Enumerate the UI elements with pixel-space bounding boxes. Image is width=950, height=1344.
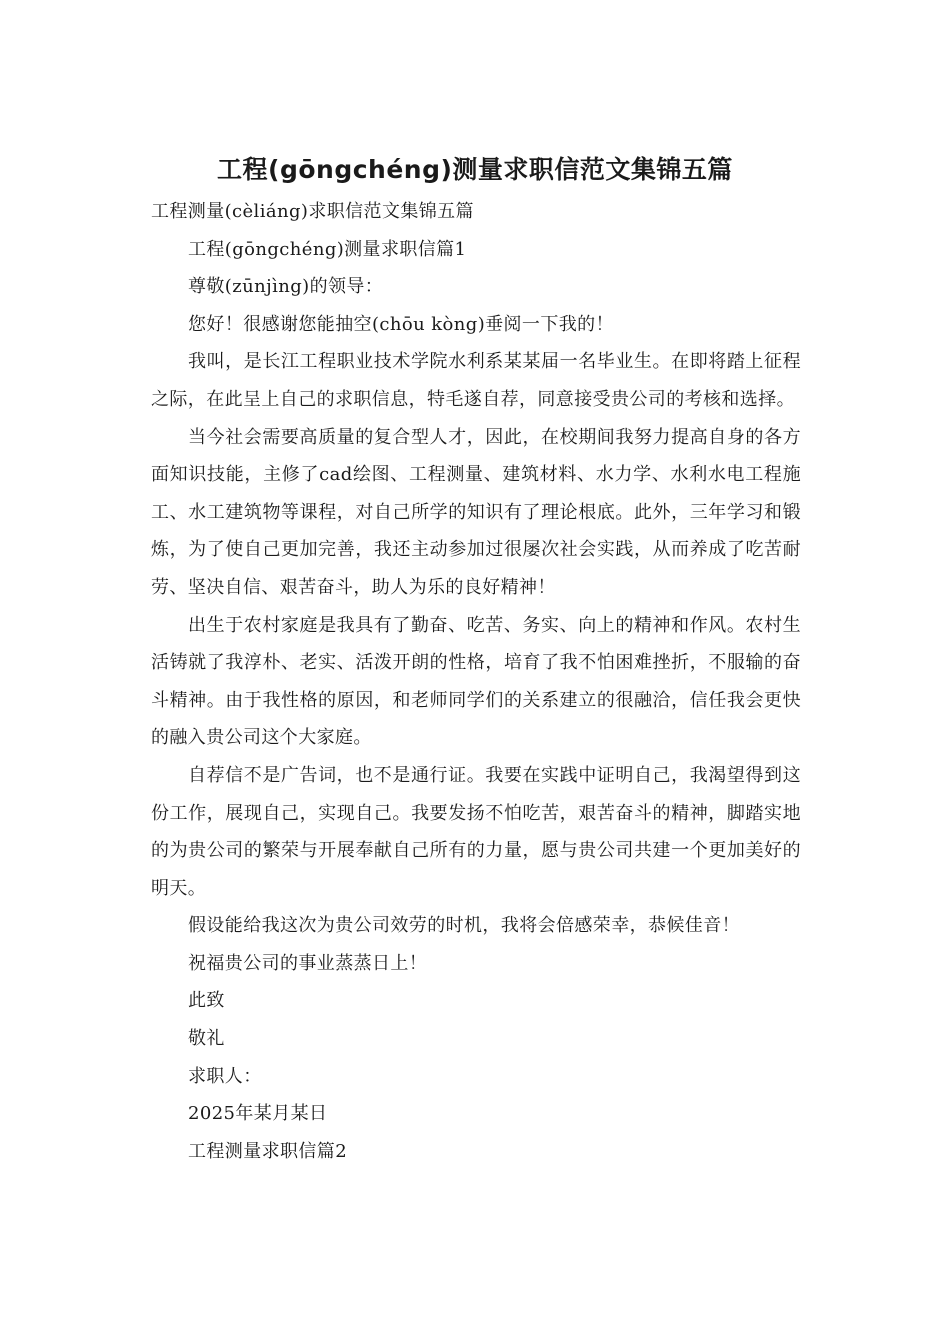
paragraph: 我叫，是长江工程职业技术学院水利系某某届一名毕业生。在即将踏上征程之际，在此呈上自己的求职信息，特毛遂自荐，同意接受贵公司的考核和选择。 [151,351,801,410]
closing-line-1: 此致 [188,990,225,1012]
paragraph: 祝福贵公司的事业蒸蒸日上！ [188,952,428,974]
greeting: 您好！很感谢您能抽空(chōu kòng)垂阅一下我的！ [188,313,614,335]
signature-label: 求职人： [188,1065,262,1087]
paragraph: 假设能给我这次为贵公司效劳的时机，我将会倍感荣幸，恭候佳音！ [188,915,740,937]
paragraph: 出生于农村家庭是我具有了勤奋、吃苦、务实、向上的精神和作风。农村生活铸就了我淳朴、老实、活泼开朗的性格，培育了我不怕困难挫折，不服输的奋斗精神。由于我性格的原因，和老师同学们的关系建立的很融洽，信任我会更快的融入贵公司这个大家庭。 [151,614,801,749]
section-heading-2: 工程测量求职信篇2 [188,1140,348,1162]
salutation: 尊敬(zūnjìng)的领导： [188,276,384,298]
closing-line-2: 敬礼 [188,1028,225,1050]
letter-date: 2025年某月某日 [188,1103,328,1125]
document-title: 工程(gōngchéng)测量求职信范文集锦五篇 [217,155,733,184]
document-body [151,193,801,1170]
paragraph: 自荐信不是广告词，也不是通行证。我要在实践中证明自己，我渴望得到这份工作，展现自己，实现自己。我要发扬不怕吃苦，艰苦奋斗的精神，脚踏实地的为贵公司的繁荣与开展奉献自己所有的力量，愿与贵公司共建一个更加美好的明天。 [151,764,801,899]
section-heading-1: 工程(gōngchéng)测量求职信篇1 [188,238,467,260]
document-subtitle: 工程测量(cèliáng)求职信范文集锦五篇 [151,201,474,222]
paragraph: 当今社会需要高质量的复合型人才，因此，在校期间我努力提高自身的各方面知识技能，主修了cad绘图、工程测量、建筑材料、水力学、水利水电工程施工、水工建筑物等课程，对自己所学的知识有了理论根底。此外，三年学习和锻炼，为了使自己更加完善，我还主动参加过很屡次社会实践，从而养成了吃苦耐劳、坚决自信、艰苦奋斗，助人为乐的良好精神！ [151,426,801,598]
